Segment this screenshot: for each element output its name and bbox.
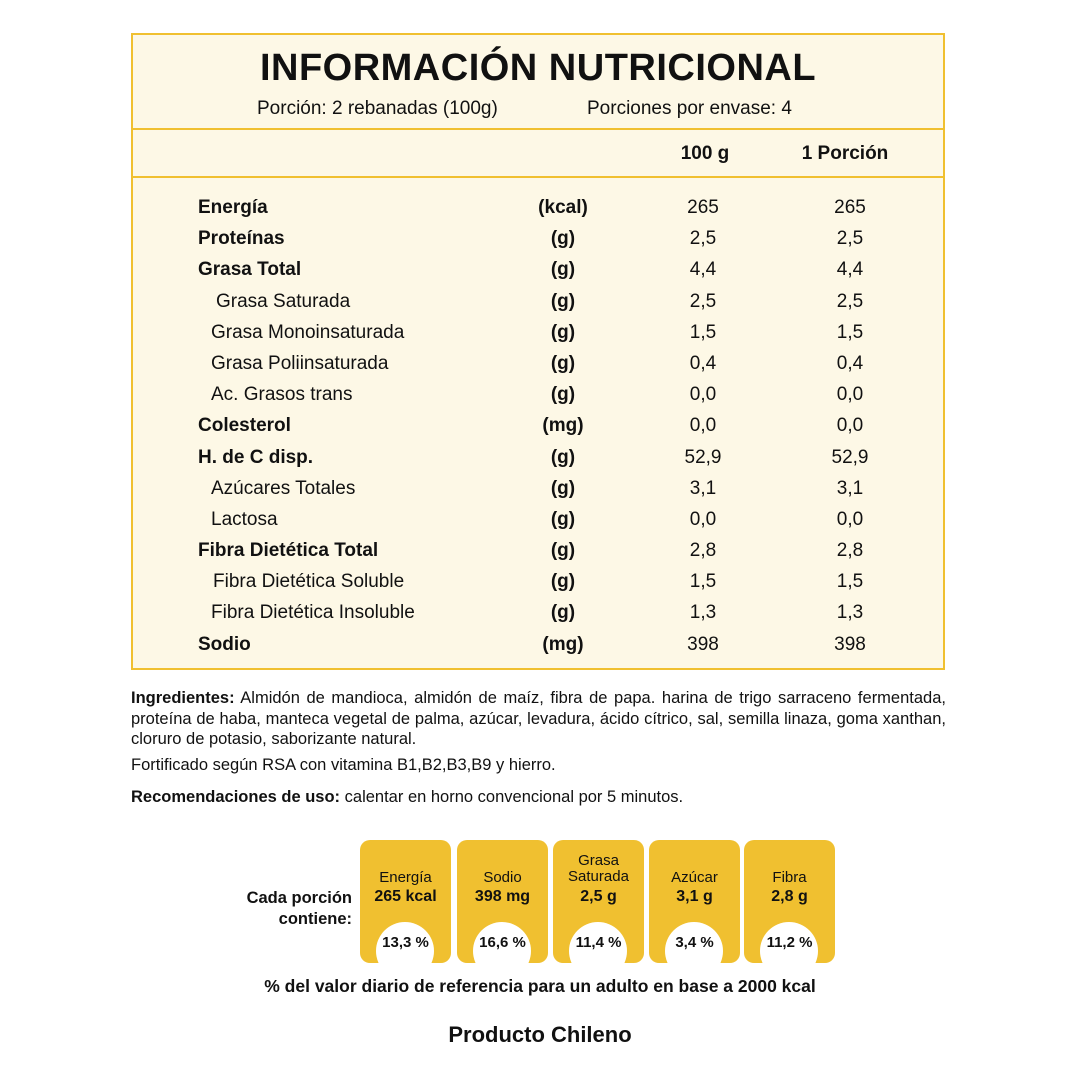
table-row xyxy=(133,380,943,411)
value-100g: 3,1 xyxy=(689,477,717,499)
nutrient-unit: (g) xyxy=(550,228,576,250)
table-row xyxy=(133,536,943,567)
daily-value-note: % del valor diario de referencia para un adulto en base a 2000 kcal xyxy=(264,976,816,996)
seal-amount: 265 kcal xyxy=(374,888,437,905)
nutrient-name: Azúcares Totales xyxy=(211,477,356,499)
nutrient-unit: (g) xyxy=(550,508,576,530)
nutrient-unit: (g) xyxy=(550,602,576,624)
nutrient-name: Grasa Total xyxy=(198,259,302,281)
value-100g: 0,0 xyxy=(689,508,717,530)
seal-amount: 2,5 g xyxy=(580,888,617,905)
table-row xyxy=(133,287,943,318)
value-portion: 2,5 xyxy=(836,228,864,250)
nutrient-unit: (mg) xyxy=(542,633,584,655)
seal-amount: 398 mg xyxy=(474,888,531,905)
nutrient-name: Energía xyxy=(198,197,268,218)
value-100g: 0,4 xyxy=(689,352,717,374)
value-100g: 4,4 xyxy=(689,259,717,281)
nutrient-unit: (g) xyxy=(550,540,576,562)
product-origin: Producto Chileno xyxy=(448,1022,632,1047)
seal-energy xyxy=(360,840,451,963)
table-row xyxy=(133,474,943,505)
table-row xyxy=(133,630,943,661)
seal-sodium xyxy=(457,840,548,963)
value-100g: 1,5 xyxy=(689,571,717,593)
nutrient-unit: (g) xyxy=(550,384,576,406)
nutrient-name: Colesterol xyxy=(198,415,291,437)
seal-label: Sodio xyxy=(483,869,522,886)
nutrient-unit: (mg) xyxy=(542,415,584,437)
nutrient-unit: (kcal) xyxy=(538,197,588,218)
nutrient-name: Grasa Poliinsaturada xyxy=(211,352,389,374)
value-100g: 1,5 xyxy=(689,321,717,343)
table-row xyxy=(133,255,943,286)
value-portion: 0,0 xyxy=(836,508,864,530)
value-portion: 1,5 xyxy=(836,321,864,343)
nutrient-unit: (g) xyxy=(550,477,576,499)
table-row xyxy=(133,224,943,255)
table-title: INFORMACIÓN NUTRICIONAL xyxy=(259,47,817,89)
nutrient-unit: (g) xyxy=(550,352,576,374)
value-100g: 1,3 xyxy=(689,602,717,624)
seal-label: Fibra xyxy=(772,869,807,886)
value-portion: 0,0 xyxy=(836,384,864,406)
seal-percent: 3,4 % xyxy=(675,934,714,951)
value-portion: 265 xyxy=(834,197,866,218)
table-row xyxy=(133,443,943,474)
table-row xyxy=(133,318,943,349)
seals-intro xyxy=(210,888,352,930)
seal-label: Grasa Saturada xyxy=(568,852,629,885)
nutrient-name: Grasa Monoinsaturada xyxy=(211,321,405,343)
table-row xyxy=(133,505,943,536)
ingredients-label: Ingredientes: xyxy=(131,689,235,707)
nutrient-name: Proteínas xyxy=(198,228,285,250)
value-portion: 3,1 xyxy=(836,477,864,499)
value-100g: 0,0 xyxy=(689,415,717,437)
divider xyxy=(133,128,943,130)
value-100g: 398 xyxy=(687,633,719,655)
ingredients-paragraph xyxy=(131,688,946,750)
seal-label: Azúcar xyxy=(671,869,718,886)
nutrient-unit: (g) xyxy=(550,446,576,468)
value-100g: 0,0 xyxy=(689,384,717,406)
seal-label: Energía xyxy=(379,869,432,886)
value-portion: 0,0 xyxy=(836,415,864,437)
table-row xyxy=(133,411,943,442)
value-100g: 265 xyxy=(687,197,719,218)
value-portion: 4,4 xyxy=(836,259,864,281)
seals-intro-line2: contiene: xyxy=(278,910,352,928)
value-100g: 2,5 xyxy=(689,290,717,312)
table-row xyxy=(133,349,943,380)
nutrient-name: Grasa Saturada xyxy=(216,290,351,312)
value-portion: 0,4 xyxy=(836,352,864,374)
seal-amount: 2,8 g xyxy=(771,888,808,905)
value-100g: 2,8 xyxy=(689,540,717,562)
usage-recommendation xyxy=(131,788,683,807)
nutrient-name: Ac. Grasos trans xyxy=(211,384,353,406)
recommendation-text: calentar en horno convencional por 5 minutos. xyxy=(344,788,684,806)
seal-amount: 3,1 g xyxy=(676,888,713,905)
column-header-portion: 1 Porción xyxy=(801,143,889,164)
ingredients-text: Almidón de mandioca, almidón de maíz, fibra de papa. harina de trigo sarraceno fermentada, proteína de haba, manteca vegetal de palma, azúcar, levadura, ácido cítrico, sal, semilla linaza, goma xanthan, cloruro de potasio, saborizante natural. xyxy=(131,689,946,748)
divider xyxy=(133,176,943,178)
nutrient-name: Sodio xyxy=(198,633,251,655)
servings-per-container: Porciones por envase: 4 xyxy=(587,98,792,119)
recommendation-label: Recomendaciones de uso: xyxy=(131,788,341,806)
value-portion: 2,5 xyxy=(836,290,864,312)
value-100g: 2,5 xyxy=(689,228,717,250)
value-portion: 398 xyxy=(834,633,866,655)
nutrient-unit: (g) xyxy=(550,321,576,343)
seal-percent: 11,4 % xyxy=(575,934,622,951)
table-row xyxy=(133,567,943,598)
nutrient-unit: (g) xyxy=(550,259,576,281)
nutrient-unit: (g) xyxy=(550,290,576,312)
seal-fiber xyxy=(744,840,835,963)
table-row xyxy=(133,598,943,629)
seal-percent: 11,2 % xyxy=(766,934,813,951)
seal-percent: 13,3 % xyxy=(382,934,429,951)
column-header-100g: 100 g xyxy=(680,143,730,164)
value-portion: 52,9 xyxy=(831,446,869,468)
nutrient-name: Fibra Dietética Soluble xyxy=(213,571,405,593)
nutrient-unit: (g) xyxy=(550,571,576,593)
fortification-note: Fortificado según RSA con vitamina B1,B2,B3,B9 y hierro. xyxy=(131,756,556,774)
nutrient-rows xyxy=(133,193,943,661)
value-100g: 52,9 xyxy=(684,446,722,468)
seal-sugar xyxy=(649,840,740,963)
portion-size: Porción: 2 rebanadas (100g) xyxy=(257,98,498,119)
nutrient-name: Lactosa xyxy=(211,508,278,530)
value-portion: 1,3 xyxy=(836,602,864,624)
value-portion: 1,5 xyxy=(836,571,864,593)
nutrient-name: H. de C disp. xyxy=(198,446,314,468)
table-row xyxy=(133,193,943,224)
nutrition-table xyxy=(131,33,945,670)
value-portion: 2,8 xyxy=(836,540,864,562)
seal-percent: 16,6 % xyxy=(479,934,526,951)
seals-intro-line1: Cada porción xyxy=(246,889,352,907)
seal-saturated-fat xyxy=(553,840,644,963)
nutrient-name: Fibra Dietética Insoluble xyxy=(211,602,415,624)
nutrient-name: Fibra Dietética Total xyxy=(198,540,379,562)
